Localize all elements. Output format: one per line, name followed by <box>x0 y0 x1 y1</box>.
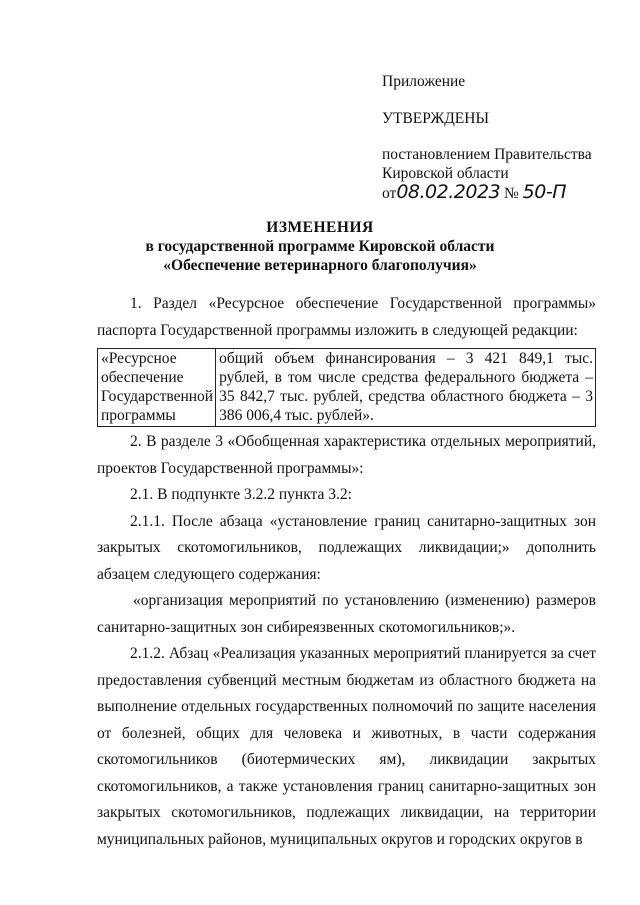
table-left-line: программы <box>101 407 176 424</box>
resolution-line-1: постановлением Правительства <box>382 146 592 163</box>
number-prefix: № <box>504 185 519 202</box>
handwritten-number: 50-П <box>522 181 566 203</box>
title-line-1: ИЗМЕНЕНИЯ <box>266 219 374 236</box>
table-left-line: «Ресурсное <box>101 350 177 367</box>
table-cell-right: общий объем финансирования – 3 421 849,1 тыс. рублей, в том числе средства федерального бюджета – 35 842,7 тыс. рублей, средства областного бюджета – 3 386 006,4 тыс. рублей». <box>216 349 596 427</box>
paragraph-3: 2.1. В подпункте 3.2.2 пункта 3.2: <box>130 486 352 503</box>
paragraph-6: 2.1.2. Абзац «Реализация указанных мероприятий планируется за счет предоставления субвенций местным бюджетам из областного бюджета на выполнение отдельных государственных полномочий по защите населения от болезней, общих для человека и животных, в части содержания скотомогильников (биотермических ям), ликвидации закрытых скотомогильников, а также установления границ санитарно-защитных зон закрытых скотомогильников, подлежащих ликвидации, на территории муниципальных районов, муниципальных округов и городских округов в <box>97 645 596 848</box>
date-prefix: от <box>382 185 397 202</box>
paragraph-5: «организация мероприятий по установлению (изменению) размеров санитарно-защитных зон сибиреязвенных скотомогильников;». <box>97 592 596 636</box>
table-left-line: обеспечение <box>101 369 184 386</box>
table-left-line: Государственной <box>101 388 214 405</box>
appendix-label: Приложение <box>382 73 466 90</box>
title-line-2: в государственной программе Кировской области <box>145 238 495 255</box>
paragraph-1: 1. Раздел «Ресурсное обеспечение Государственной программы» паспорта Государственной программы изложить в следующей редакции: <box>97 295 596 339</box>
table-row <box>98 349 596 427</box>
date-number-line <box>382 183 592 203</box>
paragraph-2: 2. В разделе 3 «Обобщенная характеристика отдельных мероприятий, проектов Государственной программы»: <box>97 433 596 477</box>
resource-table <box>97 348 596 427</box>
document-title <box>0 218 640 275</box>
approval-block <box>382 72 592 203</box>
document-body <box>97 291 596 853</box>
paragraph-4: 2.1.1. После абзаца «установление границ санитарно-защитных зон закрытых скотомогильников, подлежащих ликвидации;» дополнить абзацем следующего содержания: <box>97 512 596 583</box>
resolution-line-2: Кировской области <box>382 165 509 182</box>
table-cell-left <box>98 349 216 427</box>
handwritten-date: 08.02.2023 <box>396 181 501 203</box>
approved-label: УТВЕРЖДЕНЫ <box>382 110 489 127</box>
title-line-3: «Обеспечение ветеринарного благополучия» <box>163 257 477 274</box>
